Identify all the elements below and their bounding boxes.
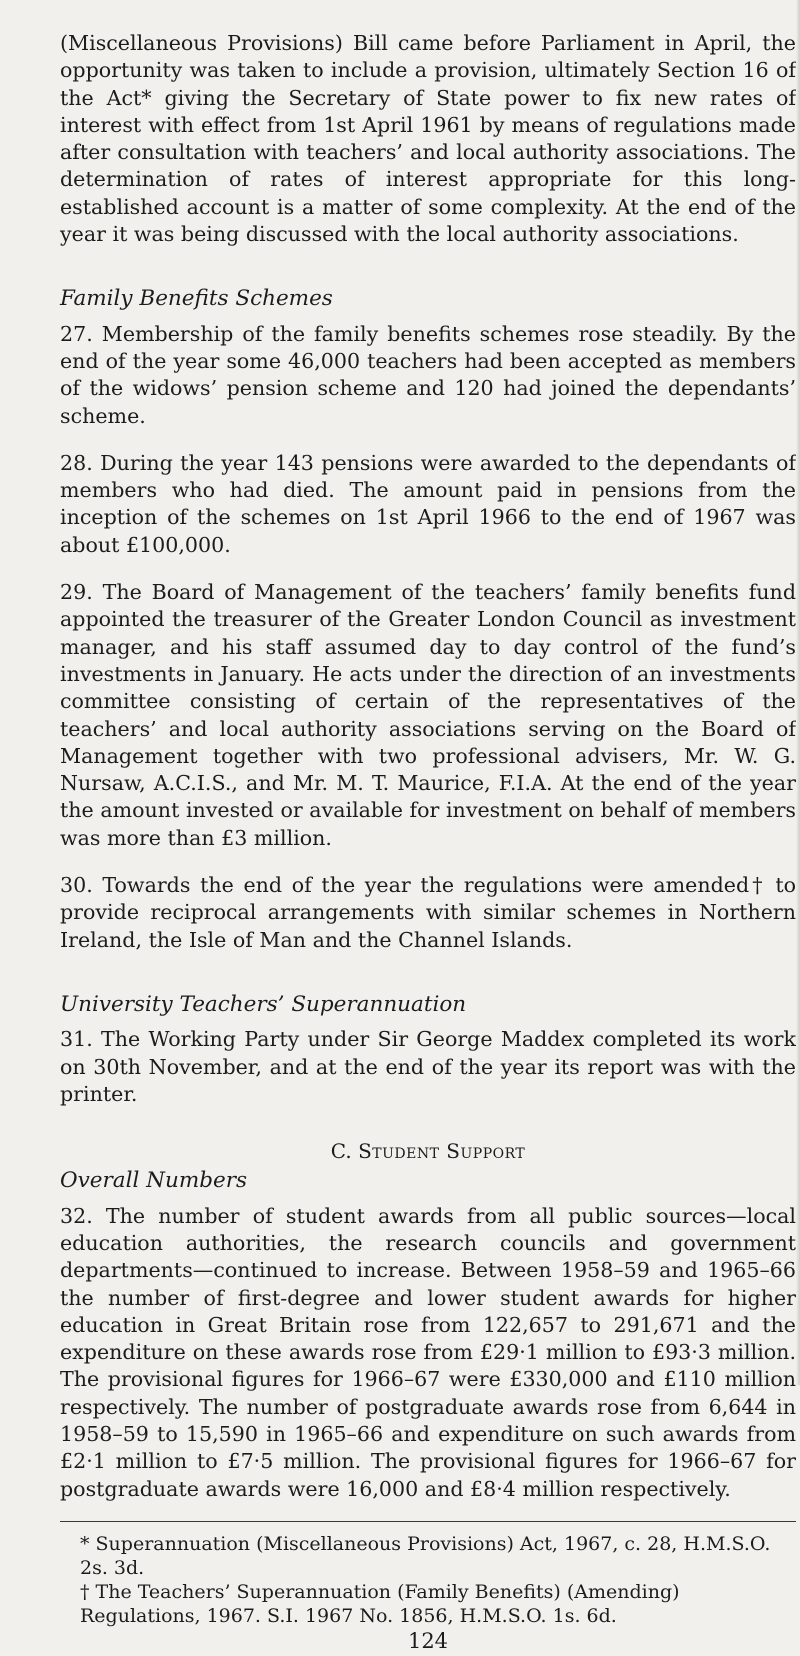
paragraph-28: 28. During the year 143 pensions were awarded to the dependants of members who had died. The amount paid in pensions from the inception of the schemes on 1st April 1966 to the end of 1967 was about £100,000. <box>60 450 796 557</box>
page-edge-shadow <box>796 0 800 1385</box>
footnote-1: * Superannuation (Miscellaneous Provisions) Act, 1967, c. 28, H.M.S.O. 2s. 3d. <box>80 1533 771 1580</box>
overall-numbers-heading: Overall Numbers <box>60 1168 248 1194</box>
footnote-2: † The Teachers’ Superannuation (Family Benefits) (Amending) Regulations, 1967. S.I. 1967 No. 1856, H.M.S.O. 1s. 6d. <box>80 1581 680 1628</box>
paragraph-32: 32. The number of student awards from all public sources—local education authorities, the research councils and government departments—continued to increase. Between 1958–59 and 1965–66 the number of first-degree and lower student awards for higher education in Great Britain rose from 122,657 to 291,671 and the expenditure on these awards rose from £29·1 million to £93·3 million. The provisional figures for 1966–67 were £330,000 and £110 million respectively. The number of postgraduate awards rose from 6,644 in 1958–59 to 15,590 in 1965–66 and expenditure on such awards from £2·1 million to £7·5 million. The provisional figures for 1966–67 for postgraduate awards were 16,000 and £8·4 million respectively. <box>60 1203 796 1501</box>
section-heading <box>60 1138 796 1165</box>
paragraph-29: 29. The Board of Management of the teachers’ family benefits fund appointed the treasurer of the Greater London Council as investment manager, and his staff assumed day to day control of the fund’s investments in January. He acts under the direction of an investments committee consisting of certain of the representatives of the teachers’ and local authority associations serving on the Board of Management together with two professional advisers, Mr. W. G. Nursaw, A.C.I.S., and Mr. M. T. Maurice, F.I.A. At the end of the year the amount invested or available for investment on behalf of members was more than £3 million. <box>60 580 796 850</box>
page-number: 124 <box>407 1629 449 1654</box>
footnote-divider <box>60 1521 796 1522</box>
paragraph-31: 31. The Working Party under Sir George Maddex completed its work on 30th November, and at the end of the year its report was with the printer. <box>60 1027 796 1106</box>
university-heading: University Teachers’ Superannuation <box>60 991 467 1017</box>
family-benefits-heading: Family Benefits Schemes <box>60 286 333 312</box>
document-page <box>60 30 796 1656</box>
footnotes <box>60 1532 796 1628</box>
paragraph-30: 30. Towards the end of the year the regulations were amended† to provide reciprocal arrangements with similar schemes in Northern Ireland, the Isle of Man and the Channel Islands. <box>60 873 796 952</box>
continuation-paragraph: (Miscellaneous Provisions) Bill came before Parliament in April, the opportunity was taken to include a provision, ultimately Section 16 of the Act* giving the Secretary of State power to fix new rates of interest with effect from 1st April 1961 by means of regulations made after consultation with teachers’ and local authority associations. The determination of rates of interest appropriate for this long-established account is a matter of some complexity. At the end of the year it was being discussed with the local authority associations. <box>60 31 796 247</box>
section-letter: C. <box>330 1139 352 1164</box>
paragraph-27: 27. Membership of the family benefits schemes rose steadily. By the end of the year some 46,000 teachers had been accepted as members of the widows’ pension scheme and 120 had joined the dependants’ scheme. <box>60 321 796 428</box>
section-title: Student Support <box>358 1139 526 1164</box>
